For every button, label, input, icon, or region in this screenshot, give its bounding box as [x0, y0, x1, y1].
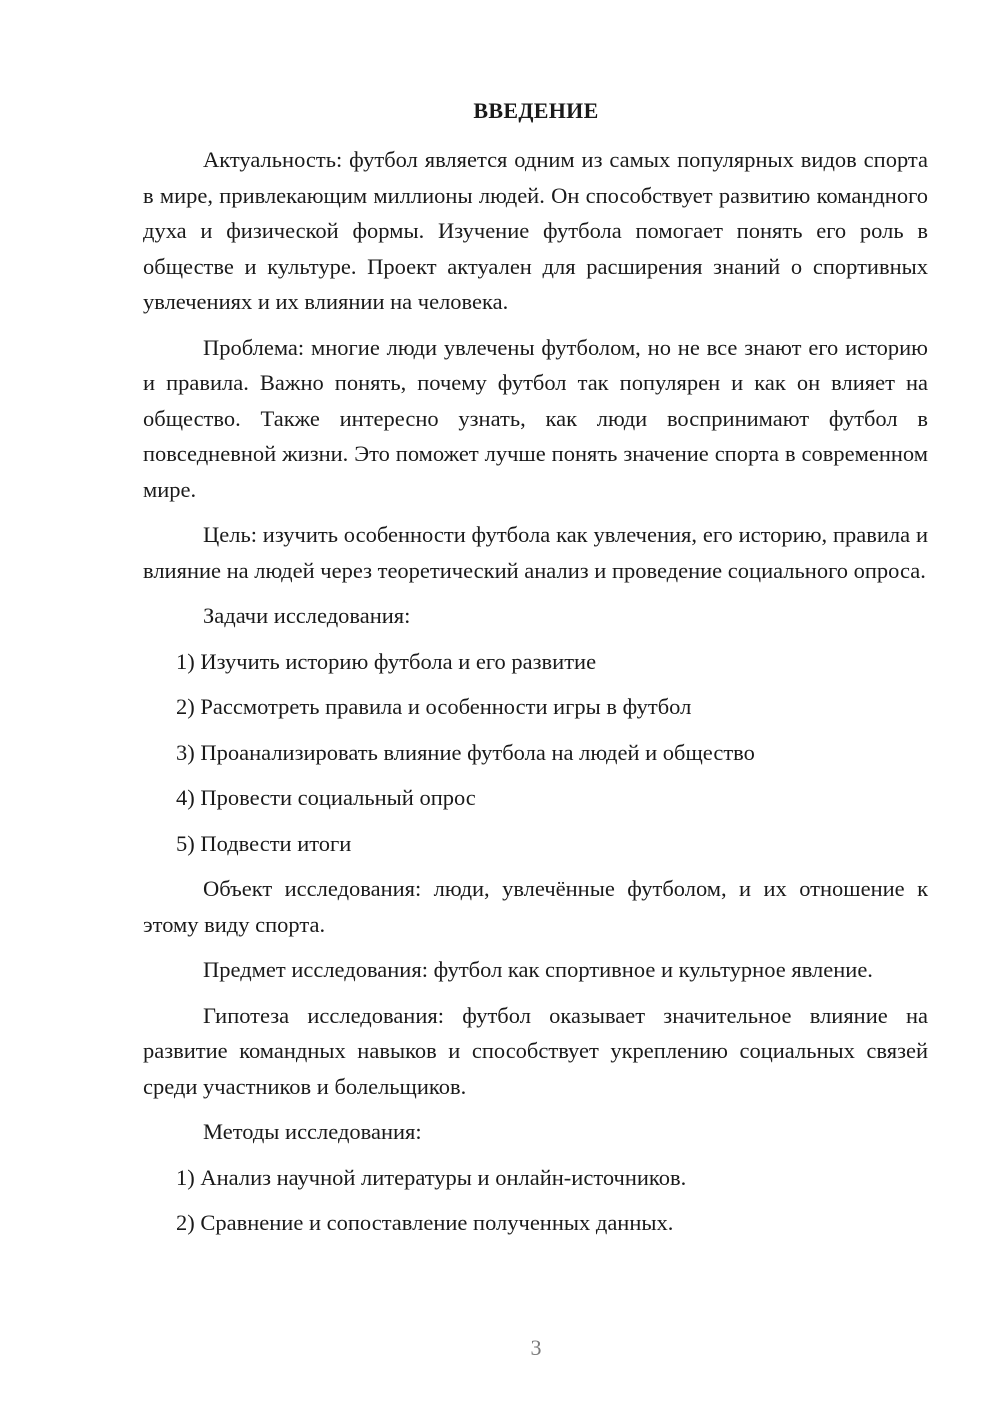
- page-number: 3: [530, 1335, 542, 1360]
- tasks-list: [143, 644, 928, 862]
- task-item: 5) Подвести итоги: [176, 830, 352, 856]
- paragraph-hypothesis: Гипотеза исследования: футбол оказывает значительное влияние на развитие командных навыков и способствует укреплению социальных связей среди участников и болельщиков.: [143, 1002, 928, 1099]
- method-item: 1) Анализ научной литературы и онлайн-источников.: [176, 1164, 687, 1190]
- methods-list: [143, 1160, 928, 1241]
- task-item: 3) Проанализировать влияние футбола на людей и общество: [176, 739, 755, 765]
- paragraph-problem: Проблема: многие люди увлечены футболом, но не все знают его историю и правила. Важно понять, почему футбол так популярен и как он влияет на общество. Также интересно узнать, как люди воспринимают футбол в повседневной жизни. Это поможет лучше понять значение спорта в современном мире.: [143, 334, 928, 502]
- task-item: 2) Рассмотреть правила и особенности игры в футбол: [176, 694, 692, 719]
- paragraph-goal: Цель: изучить особенности футбола как увлечения, его историю, правила и влияние на людей через теоретический анализ и проведение социального опроса.: [143, 522, 928, 583]
- paragraph-relevance: Актуальность: футбол является одним из самых популярных видов спорта в мире, привлекающим миллионы людей. Он способствует развитию командного духа и физической формы. Изучение футбола помогает понять его роль в обществе и культуре. Проект актуален для расширения знаний о спортивных увлечениях и их влиянии на человека.: [143, 147, 928, 314]
- document-body: [143, 142, 928, 1251]
- methods-heading: Методы исследования:: [203, 1119, 422, 1144]
- paragraph-subject: Предмет исследования: футбол как спортивное и культурное явление.: [203, 957, 873, 982]
- method-item: 2) Сравнение и сопоставление полученных данных.: [176, 1210, 674, 1235]
- tasks-heading: Задачи исследования:: [203, 603, 411, 628]
- task-item: 4) Провести социальный опрос: [176, 785, 476, 810]
- paragraph-object: Объект исследования: люди, увлечённые футболом, и их отношение к этому виду спорта.: [143, 876, 928, 937]
- page-title: ВВЕДЕНИЕ: [473, 98, 599, 123]
- task-item: 1) Изучить историю футбола и его развитие: [176, 648, 597, 674]
